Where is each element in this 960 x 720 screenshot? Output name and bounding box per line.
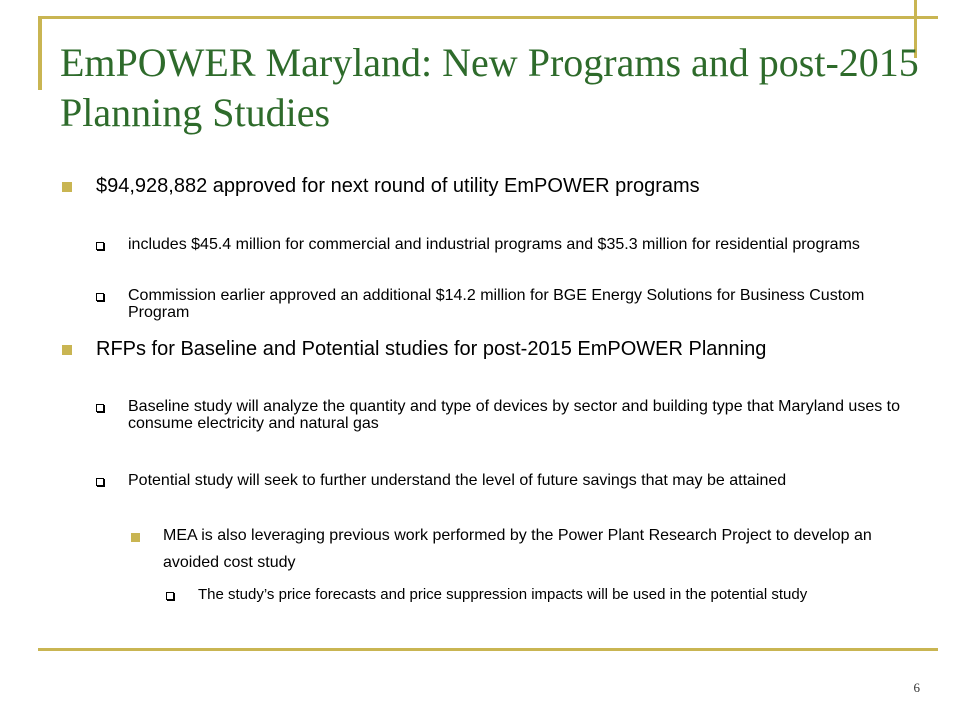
bottom-rule — [38, 648, 938, 651]
sub-bullet-text: Commission earlier approved an additional $14.2 million for BGE Energy Solutions for Business Custom Program — [128, 287, 865, 321]
sub-bullet-text: Baseline study will analyze the quantity and type of devices by sector and building type that Maryland uses to consume electricity and natural gas — [128, 398, 901, 432]
bullet-text: RFPs for Baseline and Potential studies for post-2015 EmPOWER Planning — [96, 338, 767, 360]
sub-bullet-icon — [96, 242, 104, 250]
sub-bullet-icon — [166, 592, 174, 600]
sub-bullet-text: includes $45.4 million for commercial and industrial programs and $35.3 million for residential programs — [128, 236, 860, 253]
sub-bullet-icon — [96, 293, 104, 301]
slide-title: EmPOWER Maryland: New Programs and post-2015 Planning Studies — [60, 40, 919, 135]
page-number: 6 — [913, 680, 920, 695]
top-rule — [38, 16, 938, 19]
nested-bullet-text: MEA is also leveraging previous work performed by the Power Plant Research Project to develop an avoided cost study — [163, 527, 872, 571]
sub-bullet-icon — [96, 478, 104, 486]
sub-bullet-text: Potential study will seek to further understand the level of future savings that may be attained — [128, 472, 787, 489]
nested-sub-bullet-text: The study’s price forecasts and price suppression impacts will be used in the potential study — [198, 586, 808, 603]
bullet-square-icon — [62, 182, 72, 192]
bullet-text: $94,928,882 approved for next round of utility EmPOWER programs — [96, 175, 700, 197]
bullet-square-icon — [131, 533, 140, 542]
bullet-square-icon — [62, 345, 72, 355]
sub-bullet-icon — [96, 404, 104, 412]
left-accent-rule — [38, 16, 42, 90]
